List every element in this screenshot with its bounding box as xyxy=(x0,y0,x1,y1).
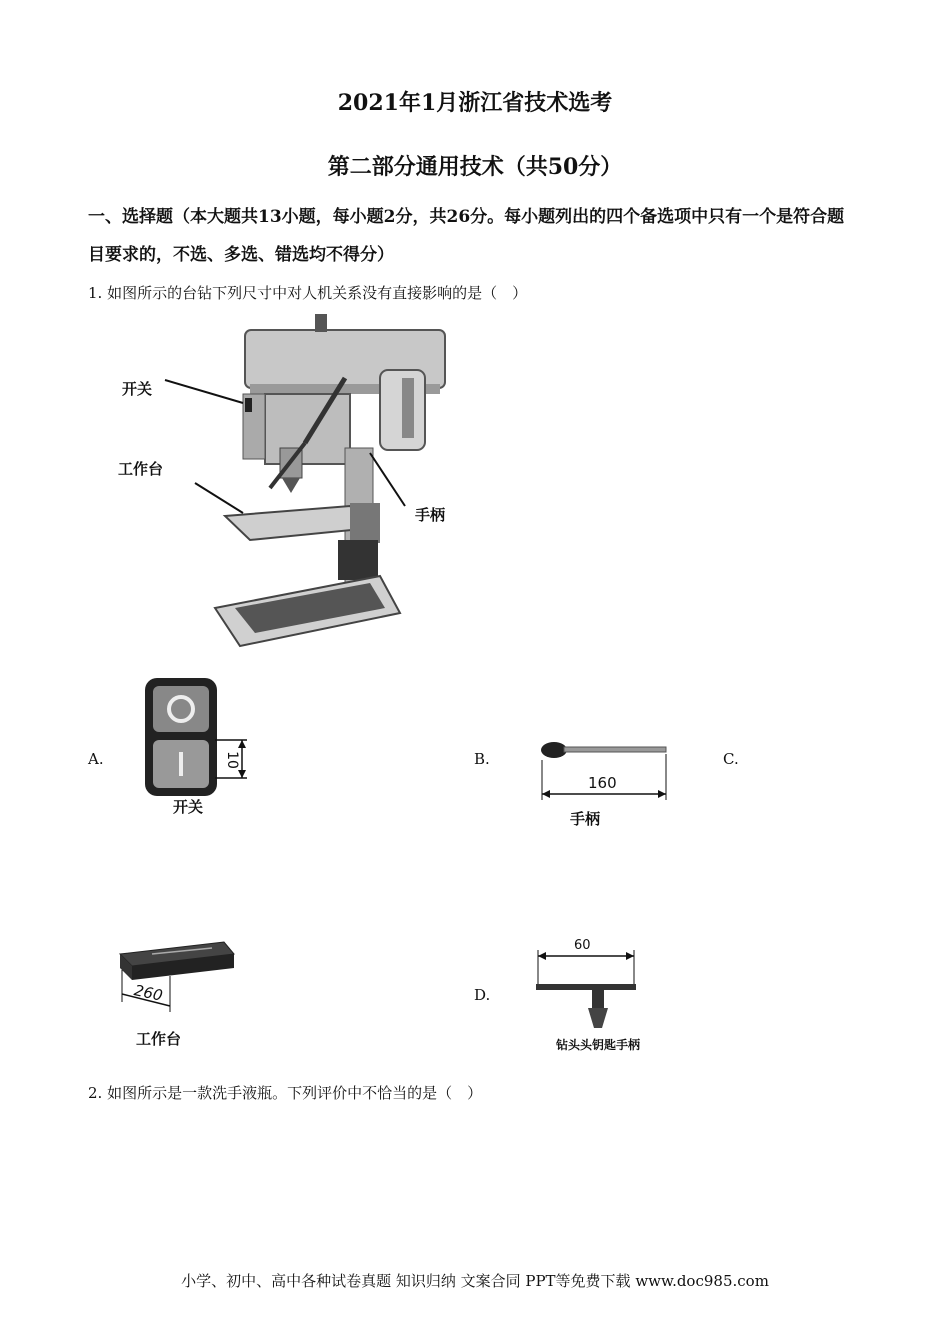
label-worktable: 工作台 xyxy=(118,460,164,478)
page-title: 2021年1月浙江省技术选考 xyxy=(337,90,613,116)
option-d-caption: 钻头头钥匙手柄 xyxy=(556,1038,641,1052)
option-d-letter[interactable]: D. xyxy=(474,986,491,1004)
option-c-dimension: 260 xyxy=(132,981,165,1005)
question-1-stem: 1. 如图所示的台钻下列尺寸中对人机关系没有直接影响的是（ ） xyxy=(88,284,528,302)
section-heading: 一、选择题（本大题共13小题，每小题2分，共26分。每小题列出的四个备选项中只有一个是符合题目要求的，不选、多选、错选均不得分） xyxy=(88,207,845,265)
question-2-stem: 2. 如图所示是一款洗手液瓶。下列评价中不恰当的是（ ） xyxy=(88,1084,483,1102)
option-b-figure xyxy=(536,740,676,832)
option-c-figure xyxy=(112,936,242,1048)
label-switch: 开关 xyxy=(122,380,153,398)
page-subtitle: 第二部分通用技术（共50分） xyxy=(327,154,623,180)
option-c-letter[interactable]: C. xyxy=(723,750,739,768)
option-a-figure xyxy=(125,672,255,822)
option-c-caption: 工作台 xyxy=(136,1030,182,1048)
option-b-letter[interactable]: B. xyxy=(474,750,490,768)
option-a-letter[interactable]: A. xyxy=(88,750,104,768)
option-d-figure xyxy=(530,936,670,1056)
option-b-caption: 手柄 xyxy=(570,810,601,828)
drill-press-figure xyxy=(110,308,470,650)
option-b-dimension: 160 xyxy=(588,774,617,792)
option-a-caption: 开关 xyxy=(173,798,204,816)
option-a-dimension: 10 xyxy=(223,751,240,769)
option-d-dimension: 60 xyxy=(574,938,591,953)
label-handle: 手柄 xyxy=(415,506,446,524)
page-footer: 小学、初中、高中各种试卷真题 知识归纳 文案合同 PPT等免费下载 www.doc985.com xyxy=(181,1272,769,1290)
